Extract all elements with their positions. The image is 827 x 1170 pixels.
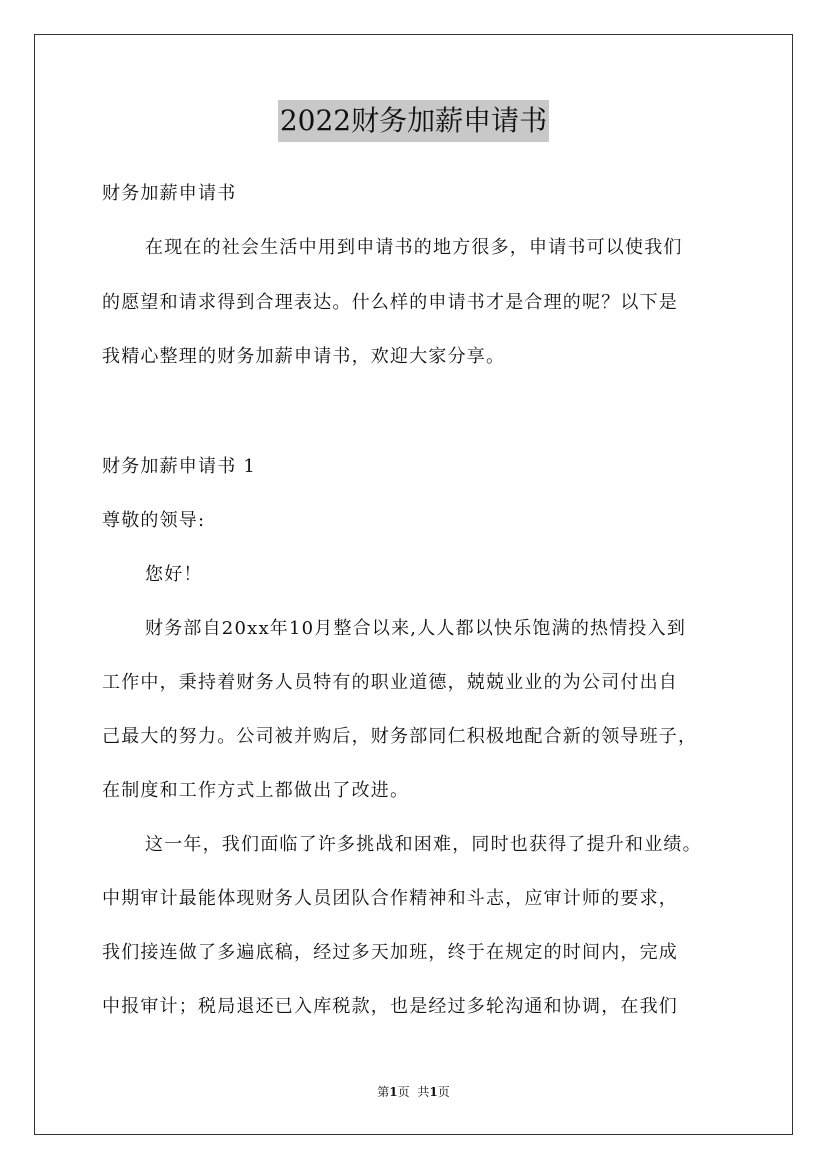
footer-total-prefix: 共: [417, 1085, 430, 1099]
footer-page-prefix: 第: [377, 1085, 390, 1099]
footer-total-number: 1: [429, 1085, 438, 1099]
intro-line-1: 在现在的社会生活中用到申请书的地方很多，申请书可以使我们: [145, 237, 683, 258]
document-heading: 财务加薪申请书: [102, 183, 237, 204]
para2-line-1: 这一年，我们面临了许多挑战和困难，同时也获得了提升和业绩。: [145, 834, 702, 855]
para2-line-4: 中报审计；税局退还已入库税款，也是经过多轮沟通和协调，在我们: [102, 996, 678, 1017]
document-title: 2022财务加薪申请书: [278, 100, 549, 142]
para2-line-3: 我们接连做了多遍底稿，经过多天加班，终于在规定的时间内，完成: [102, 942, 678, 963]
para1-line-4: 在制度和工作方式上都做出了改进。: [102, 780, 410, 801]
para2-line-2: 中期审计最能体现财务人员团队合作精神和斗志，应审计师的要求，: [102, 888, 678, 909]
intro-line-3: 我精心整理的财务加薪申请书，欢迎大家分享。: [102, 346, 506, 367]
title-container: [0, 100, 827, 142]
footer-total-suffix: 页: [437, 1085, 450, 1099]
footer-page-suffix: 页: [397, 1085, 410, 1099]
para1-line-3: 己最大的努力。公司被并购后，财务部同仁积极地配合新的领导班子，: [102, 726, 698, 747]
greeting: 您好！: [145, 564, 203, 585]
page-footer: [0, 1084, 827, 1100]
para1-line-2: 工作中，秉持着财务人员特有的职业道德，兢兢业业的为公司付出自: [102, 672, 678, 693]
para1-line-1: 财务部自20xx年10月整合以来,人人都以快乐饱满的热情投入到: [145, 618, 687, 639]
footer-page-number: 1: [389, 1085, 398, 1099]
section-heading: 财务加薪申请书 1: [102, 456, 256, 477]
intro-line-2: 的愿望和请求得到合理表达。什么样的申请书才是合理的呢？以下是: [102, 292, 678, 313]
salutation: 尊敬的领导:: [102, 510, 206, 531]
